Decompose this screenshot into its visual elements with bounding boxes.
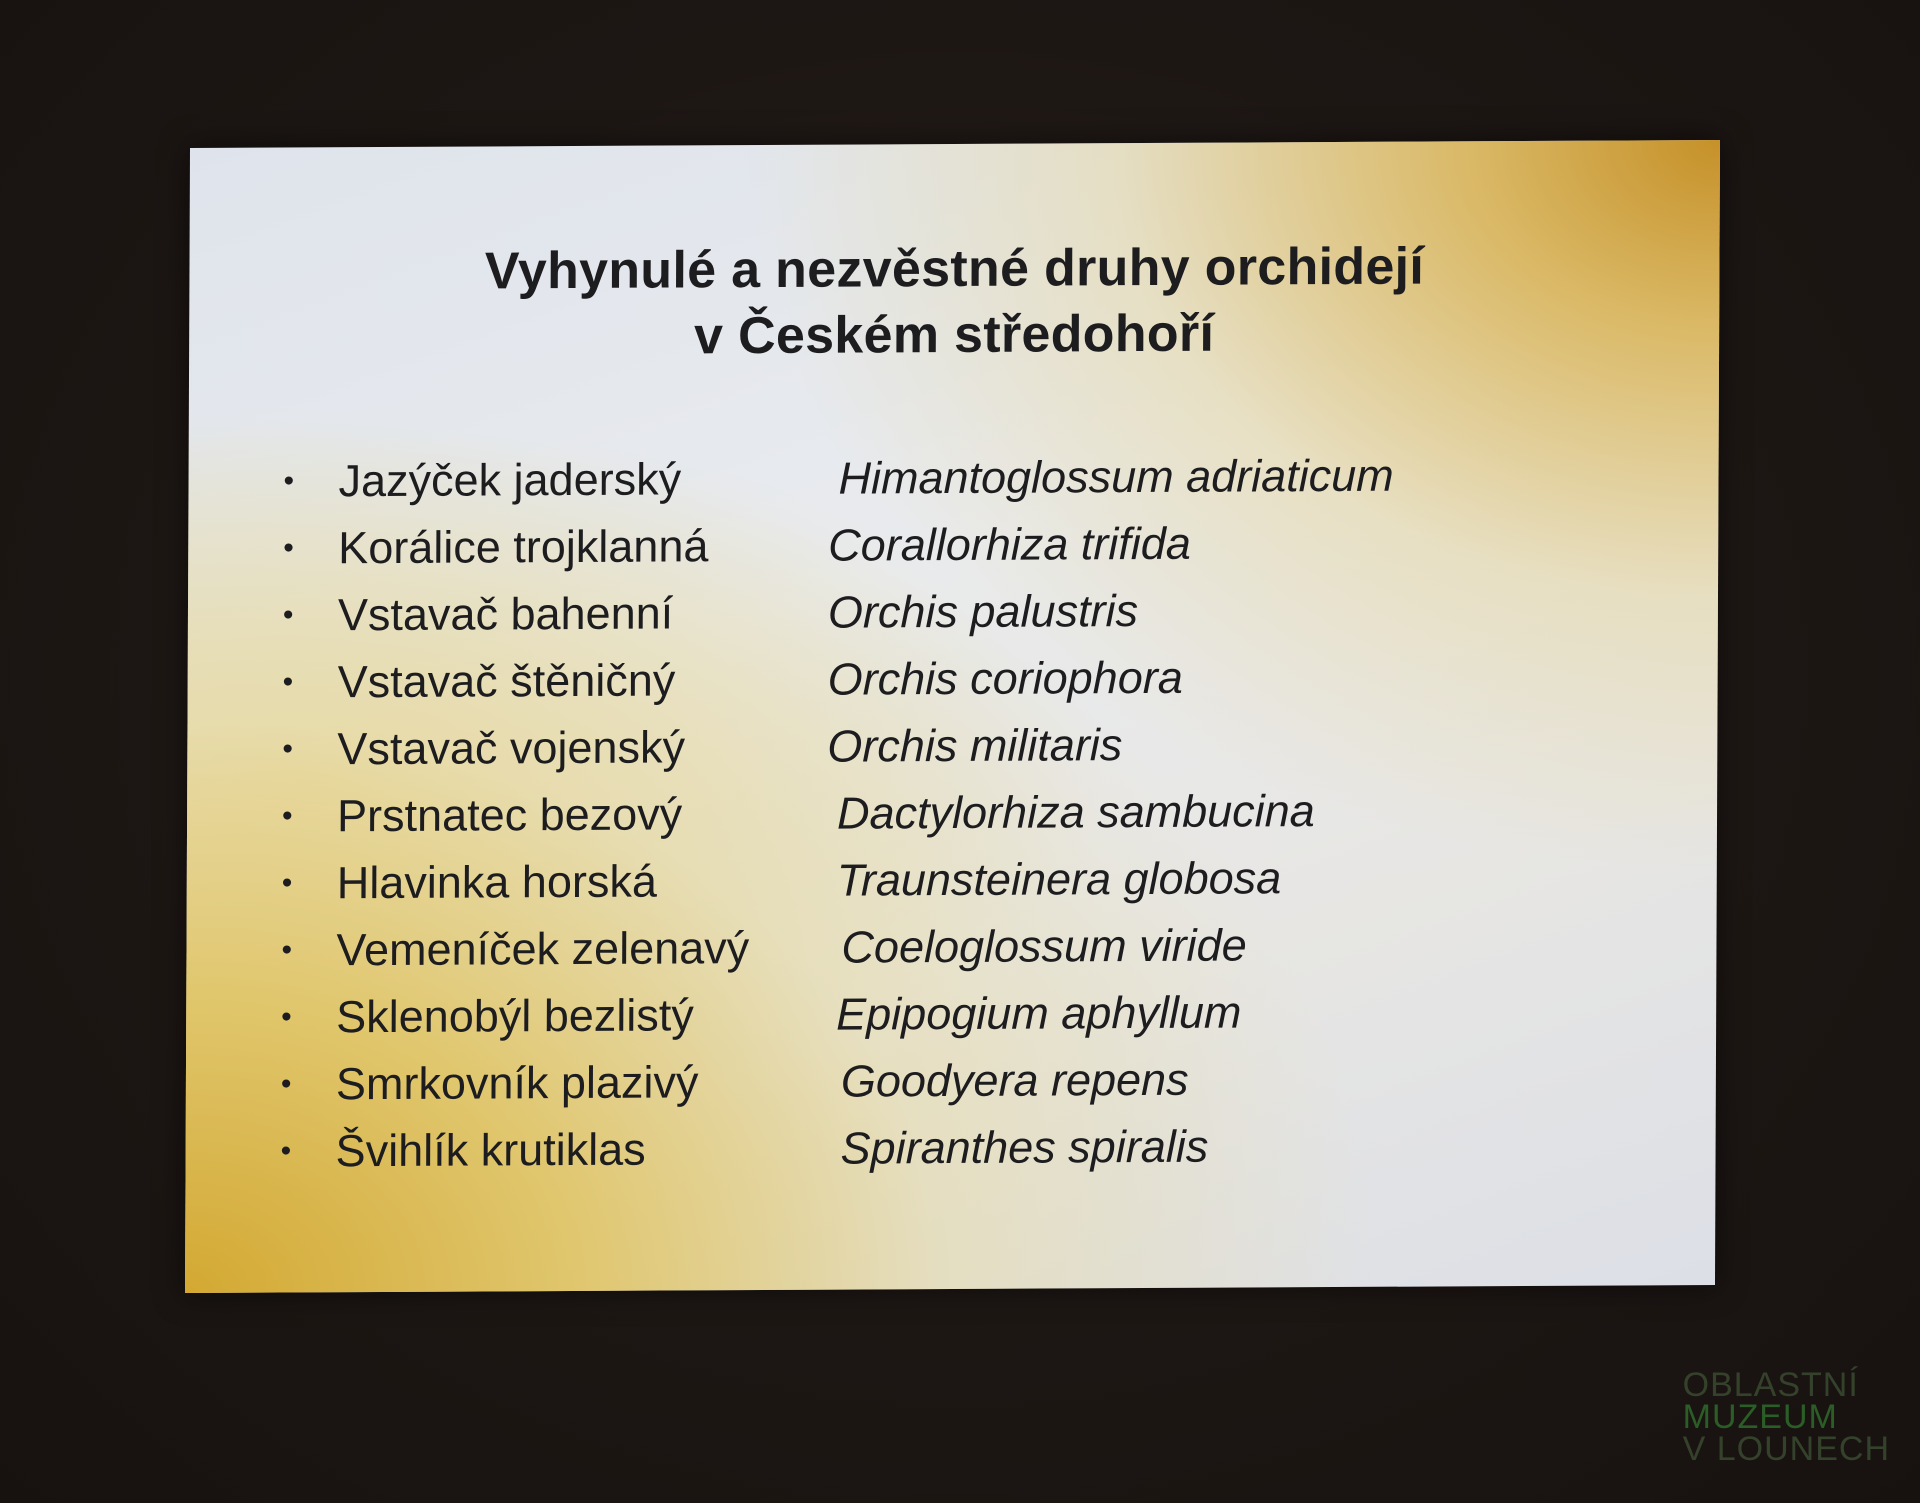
list-item bbox=[281, 910, 1621, 984]
list-item bbox=[283, 642, 1623, 716]
bullet-icon: • bbox=[281, 1000, 292, 1034]
list-item bbox=[283, 507, 1623, 581]
bullet-icon: • bbox=[282, 665, 294, 699]
watermark-line-1: OBLASTNÍ bbox=[1682, 1366, 1859, 1404]
bullet-icon: • bbox=[282, 732, 293, 766]
watermark-line-3: V LOUNECH bbox=[1682, 1430, 1890, 1468]
latin-name: Coeloglossum viride bbox=[841, 919, 1247, 973]
czech-name: Jazýček jaderský bbox=[338, 453, 682, 507]
bullet-icon: • bbox=[281, 866, 293, 900]
czech-name: Vemeníček zelenavý bbox=[336, 922, 750, 976]
list-item bbox=[283, 575, 1623, 649]
czech-name: Korálice trojklanná bbox=[338, 520, 709, 574]
czech-name: Vstavač bahenní bbox=[337, 587, 674, 641]
czech-name: Sklenobýl bezlistý bbox=[336, 989, 694, 1043]
bullet-icon: • bbox=[283, 531, 294, 565]
czech-name: Vstavač štěničný bbox=[337, 654, 676, 708]
museum-watermark-logo bbox=[1682, 1366, 1890, 1468]
latin-name: Himantoglossum adriaticum bbox=[838, 449, 1394, 504]
list-item bbox=[282, 843, 1622, 917]
slide-title-line-2: v Českém středohoří bbox=[693, 304, 1215, 366]
bullet-icon: • bbox=[282, 799, 293, 833]
latin-name: Orchis palustris bbox=[827, 585, 1139, 638]
latin-name: Goodyera repens bbox=[840, 1053, 1189, 1107]
species-list bbox=[280, 440, 1623, 1184]
latin-name: Epipogium aphyllum bbox=[836, 986, 1242, 1040]
czech-name: Prstnatec bezový bbox=[336, 788, 683, 842]
czech-name: Švihlík krutiklas bbox=[335, 1123, 646, 1177]
czech-name: Smrkovník plazivý bbox=[335, 1056, 699, 1110]
bullet-icon: • bbox=[280, 1134, 292, 1168]
list-item bbox=[283, 440, 1623, 514]
czech-name: Hlavinka horská bbox=[336, 855, 658, 909]
slide-title bbox=[189, 232, 1720, 372]
latin-name: Orchis militaris bbox=[827, 719, 1123, 772]
latin-name: Orchis coriophora bbox=[827, 651, 1183, 705]
bullet-icon: • bbox=[280, 1067, 292, 1101]
list-item bbox=[282, 776, 1622, 850]
latin-name: Dactylorhiza sambucina bbox=[836, 785, 1315, 839]
bullet-icon: • bbox=[282, 598, 294, 632]
latin-name: Spiranthes spiralis bbox=[840, 1120, 1209, 1174]
list-item bbox=[281, 977, 1621, 1051]
list-item bbox=[280, 1111, 1620, 1185]
list-item bbox=[282, 709, 1622, 783]
bullet-icon: • bbox=[283, 464, 295, 498]
czech-name: Vstavač vojenský bbox=[337, 721, 686, 775]
latin-name: Corallorhiza trifida bbox=[828, 517, 1191, 571]
slide-title-line-1: Vyhynulé a nezvěstné druhy orchidejí bbox=[484, 237, 1425, 301]
bullet-icon: • bbox=[281, 933, 293, 967]
list-item bbox=[281, 1044, 1621, 1118]
latin-name: Traunsteinera globosa bbox=[836, 852, 1282, 906]
projected-slide bbox=[185, 140, 1720, 1293]
watermark-line-2: MUZEUM bbox=[1682, 1398, 1838, 1436]
